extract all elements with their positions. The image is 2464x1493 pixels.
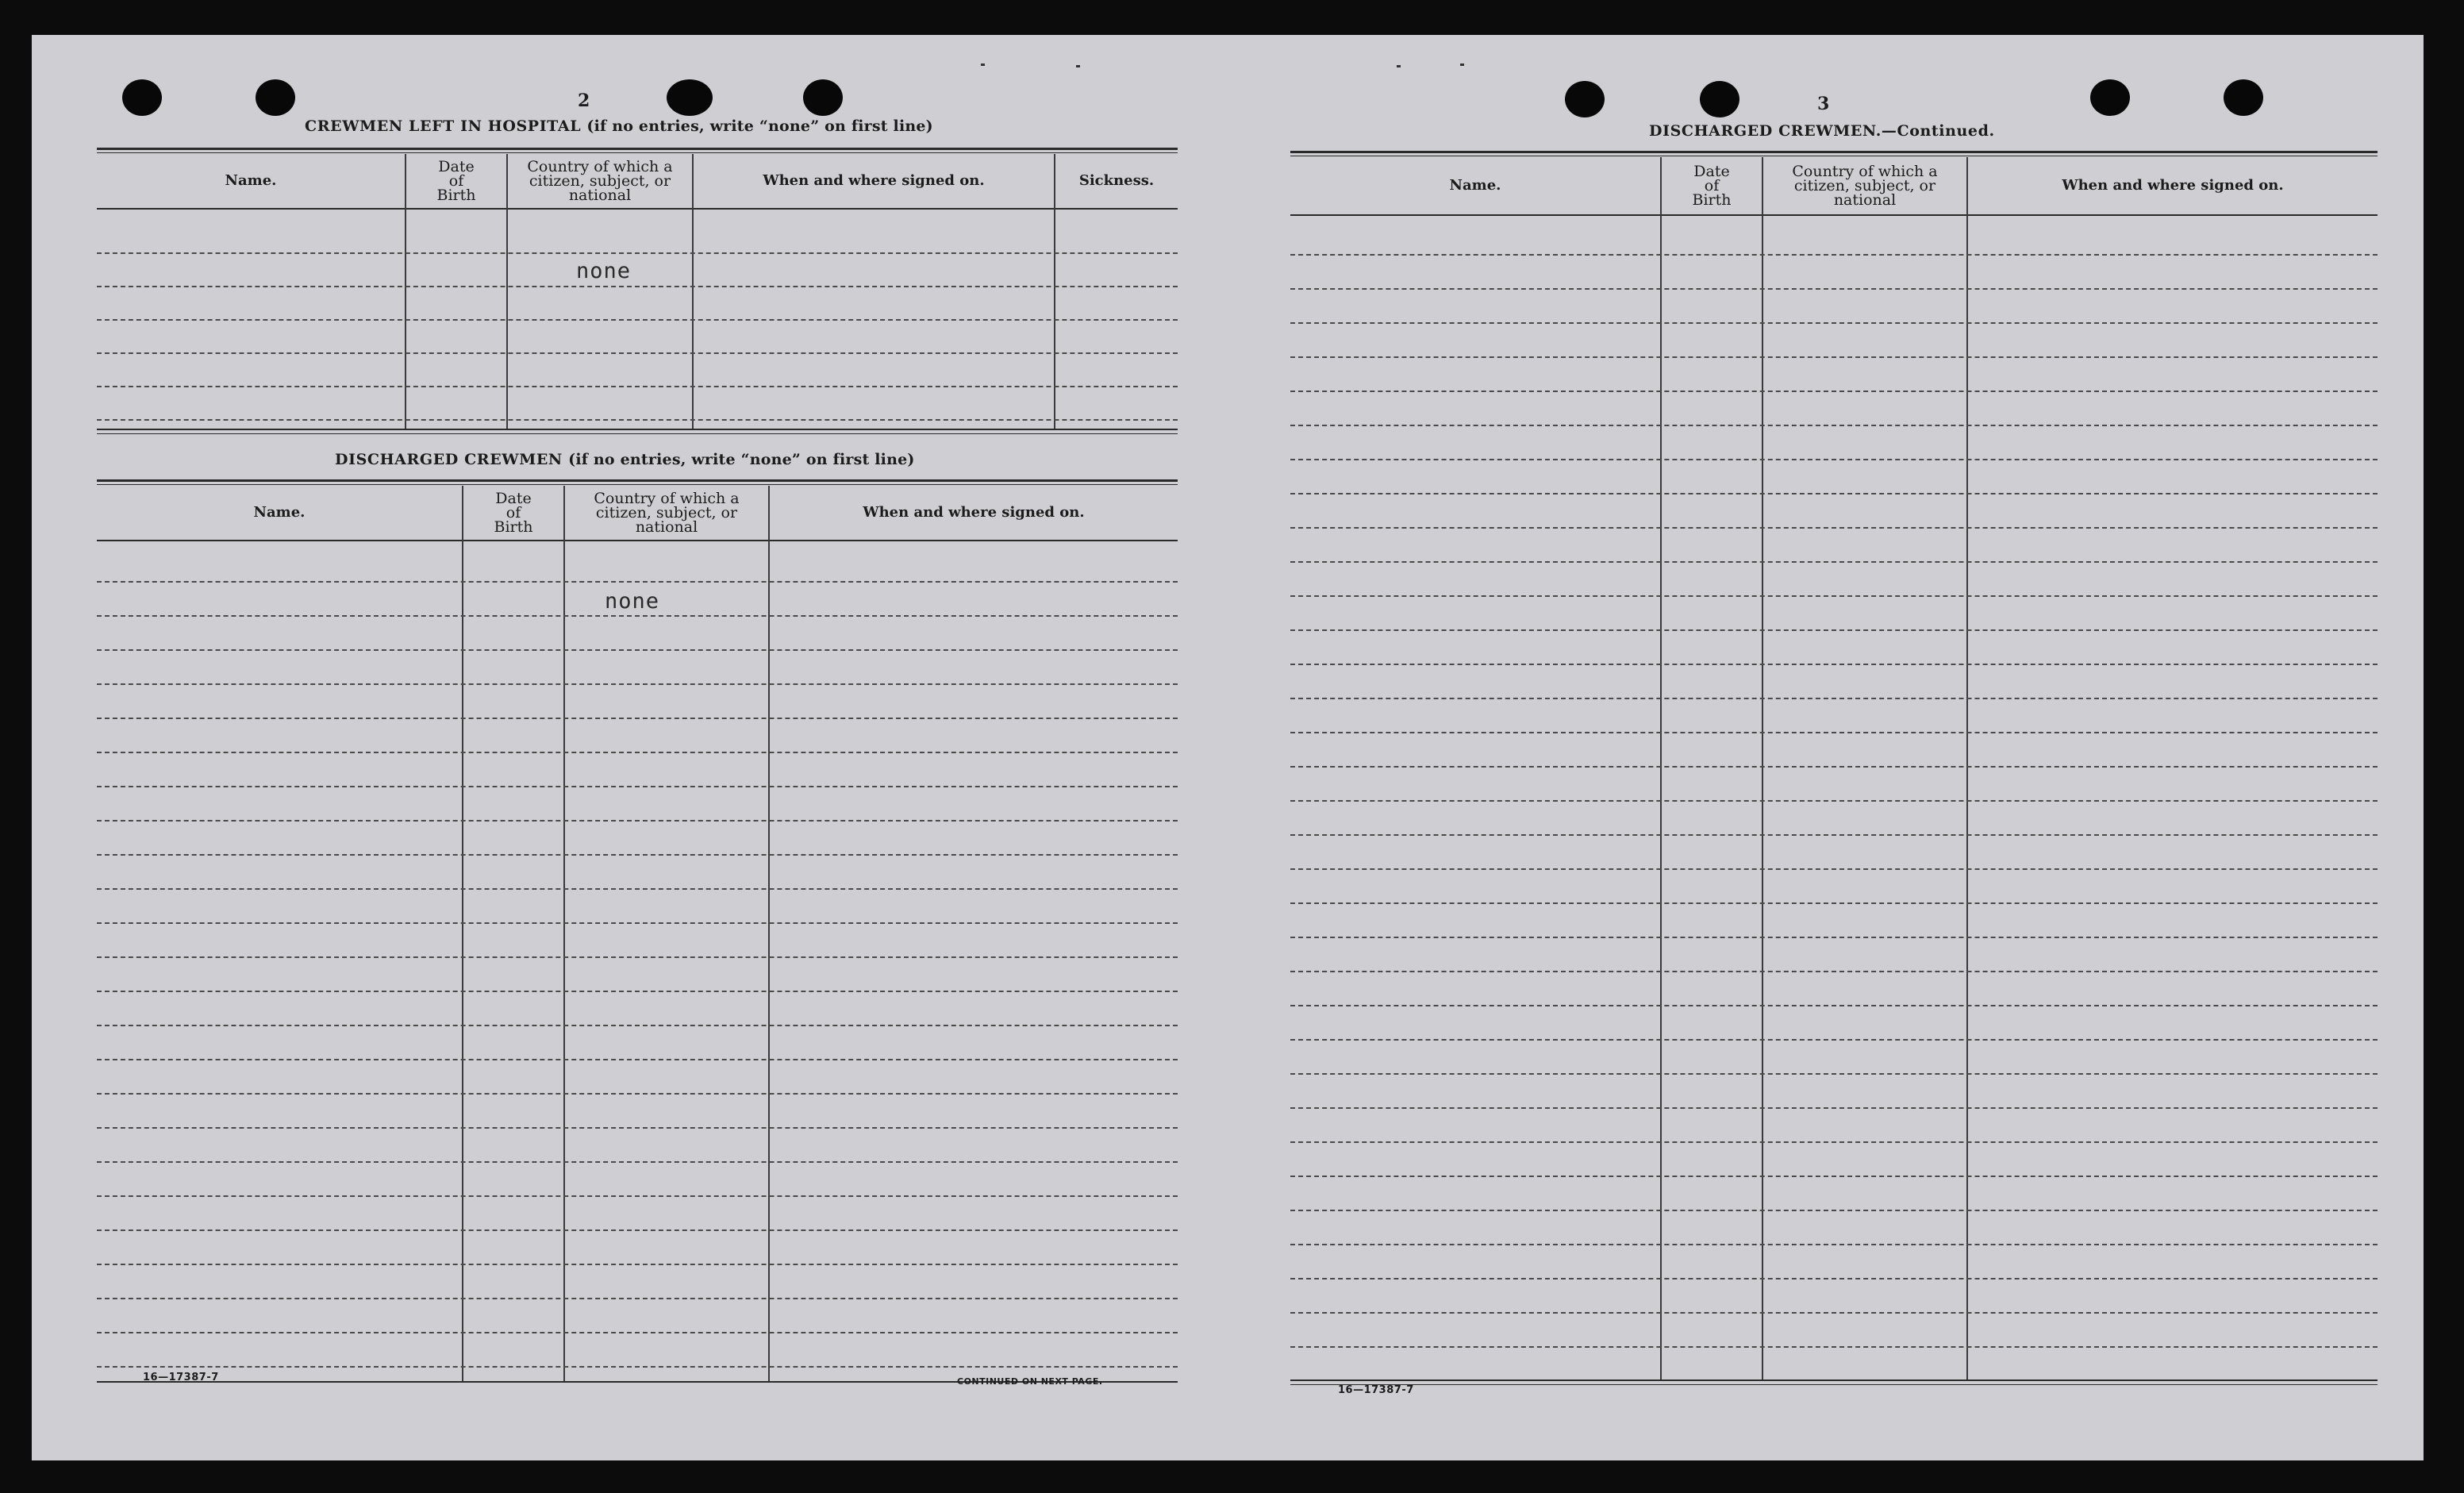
- continued-header-name: Name.: [1449, 177, 1501, 194]
- table-row: [97, 820, 1178, 822]
- discharged-continued-table: [1290, 151, 2378, 1437]
- table-row: [97, 581, 1178, 583]
- table-row: [97, 386, 1178, 387]
- discharged-title-text: DISCHARGED CREWMEN: [335, 451, 563, 468]
- table-row: [1290, 1039, 2378, 1041]
- discharged-title-note: (if no entries, write “none” on first line): [568, 451, 915, 468]
- table-row: [97, 649, 1178, 651]
- hospital-header-name: Name.: [225, 172, 277, 189]
- left-page: [32, 35, 1206, 1460]
- table-row: [97, 991, 1178, 992]
- table-row: [1290, 288, 2378, 290]
- table-row: [1290, 322, 2378, 324]
- table-row: [1290, 1346, 2378, 1348]
- table-row: [97, 1059, 1178, 1060]
- hospital-entry: none: [576, 259, 632, 283]
- page-number: 2: [578, 90, 590, 111]
- table-row: [1290, 527, 2378, 529]
- table-row: [97, 922, 1178, 924]
- table-row: [1290, 1107, 2378, 1109]
- table-row: [1290, 834, 2378, 836]
- table-row: [97, 1195, 1178, 1197]
- table-row: [1290, 493, 2378, 494]
- scan-speck: [1076, 65, 1080, 67]
- scan-speck: [1397, 65, 1401, 67]
- hospital-table: [97, 148, 1178, 465]
- table-row: [1290, 459, 2378, 460]
- table-row: [1290, 937, 2378, 938]
- table-row: [1290, 1073, 2378, 1075]
- discharged-section-title: [335, 451, 915, 468]
- hospital-title-text: CREWMEN LEFT IN HOSPITAL: [305, 117, 582, 135]
- table-row: [97, 1332, 1178, 1333]
- table-row: [1290, 391, 2378, 392]
- page-number: 3: [1817, 94, 1830, 114]
- table-row: [97, 1025, 1178, 1026]
- table-row: [1290, 800, 2378, 802]
- continued-header-country: Country of which a citizen, subject, or national: [1792, 163, 1938, 209]
- table-row: [1290, 698, 2378, 699]
- table-row: [97, 1093, 1178, 1095]
- punch-hole: [1565, 81, 1605, 117]
- table-row: [1290, 732, 2378, 733]
- table-row: [97, 1298, 1178, 1299]
- table-row: [1290, 664, 2378, 665]
- table-row: [97, 419, 1178, 421]
- table-row: [97, 352, 1178, 354]
- table-row: [97, 718, 1178, 719]
- table-row: [1290, 902, 2378, 904]
- table-row: [1290, 595, 2378, 597]
- hospital-header-country: Country of which a citizen, subject, or national: [527, 158, 673, 204]
- table-row: [1290, 1312, 2378, 1314]
- table-row: [1290, 425, 2378, 426]
- table-row: [97, 1229, 1178, 1231]
- table-row: [1290, 629, 2378, 631]
- table-row: [1290, 254, 2378, 256]
- table-row: [1290, 1244, 2378, 1245]
- discharged-header-dob: Date of Birth: [494, 490, 533, 536]
- table-row: [1290, 868, 2378, 870]
- continued-note: CONTINUED ON NEXT PAGE.: [957, 1376, 1103, 1387]
- table-row: [1290, 1176, 2378, 1177]
- punch-hole: [1700, 81, 1739, 117]
- hospital-header-signed-on: When and where signed on.: [763, 172, 985, 189]
- discharged-header-name: Name.: [253, 504, 306, 521]
- table-row: [1290, 1005, 2378, 1006]
- table-row: [1290, 766, 2378, 768]
- table-row: [97, 1366, 1178, 1368]
- discharged-header-signed-on: When and where signed on.: [863, 504, 1085, 521]
- punch-hole: [2224, 79, 2263, 116]
- table-row: [97, 956, 1178, 958]
- punch-hole: [256, 79, 295, 116]
- discharged-table: [97, 479, 1178, 1416]
- table-row: [97, 854, 1178, 856]
- table-row: [97, 252, 1178, 254]
- continued-header-signed-on: When and where signed on.: [2062, 177, 2284, 194]
- table-row: [97, 286, 1178, 287]
- table-row: [97, 615, 1178, 617]
- table-row: [97, 1264, 1178, 1265]
- right-page: [1222, 35, 2424, 1460]
- punch-hole: [2090, 79, 2130, 116]
- table-row: [97, 1161, 1178, 1163]
- table-row: [97, 786, 1178, 787]
- form-code: 16—17387-7: [1338, 1384, 1414, 1396]
- scan-speck: [1460, 63, 1464, 66]
- hospital-section-title: [305, 117, 933, 135]
- table-row: [1290, 561, 2378, 563]
- punch-hole: [667, 79, 713, 116]
- discharged-header-country: Country of which a citizen, subject, or national: [594, 490, 740, 536]
- table-row: [97, 752, 1178, 753]
- table-row: [1290, 356, 2378, 358]
- table-row: [97, 683, 1178, 685]
- table-row: [1290, 1141, 2378, 1143]
- scan-speck: [981, 63, 985, 66]
- punch-hole: [803, 79, 843, 116]
- hospital-header-dob: Date of Birth: [436, 158, 476, 204]
- table-row: [97, 888, 1178, 890]
- table-row: [1290, 1210, 2378, 1211]
- table-row: [1290, 1278, 2378, 1279]
- document-sheet: [32, 35, 2424, 1460]
- discharged-entry: none: [605, 589, 660, 614]
- continued-header-dob: Date of Birth: [1692, 163, 1732, 209]
- table-row: [97, 1127, 1178, 1129]
- discharged-continued-title: DISCHARGED CREWMEN.—Continued.: [1649, 122, 1995, 140]
- form-code: 16—17387-7: [143, 1372, 219, 1383]
- table-row: [1290, 971, 2378, 972]
- punch-hole: [122, 79, 162, 116]
- hospital-title-note: (if no entries, write “none” on first line): [586, 117, 933, 135]
- hospital-header-sickness: Sickness.: [1078, 172, 1155, 189]
- table-row: [97, 319, 1178, 321]
